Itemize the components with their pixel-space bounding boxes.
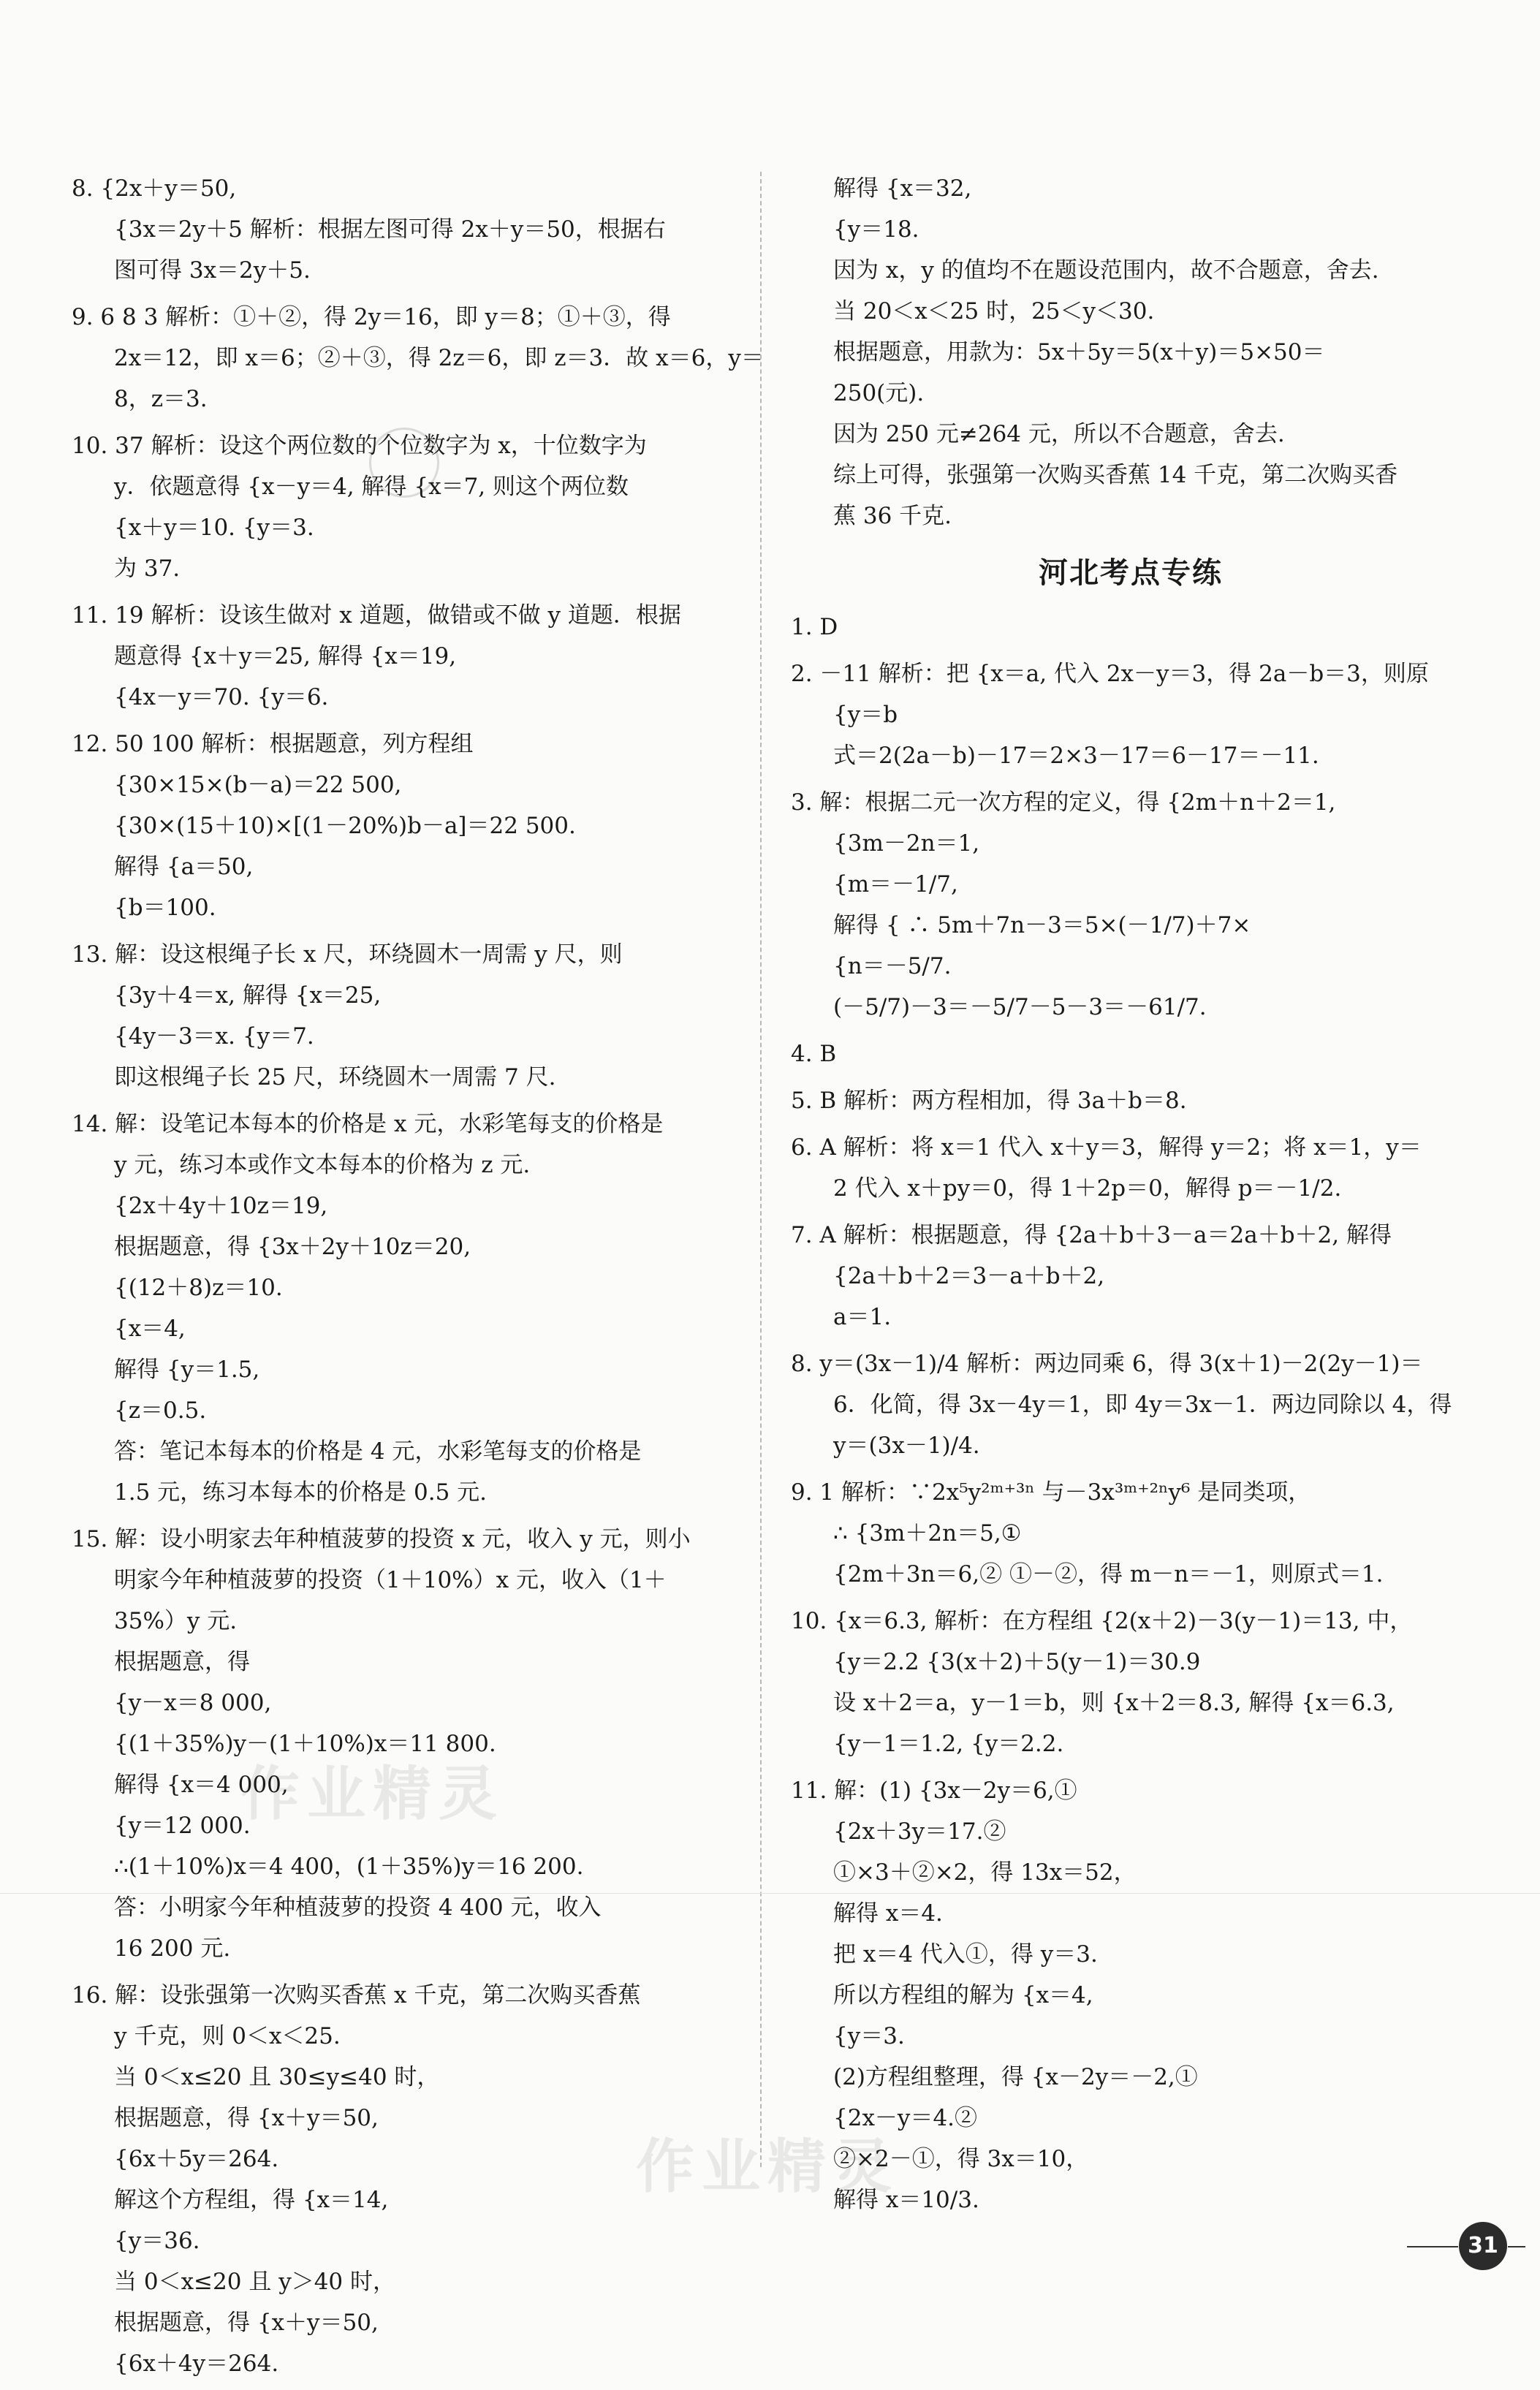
answer-line: 解得 { ∴ 5m＋7n－3＝5×(－1/7)＋7× (833, 912, 1251, 938)
answer-line: 7. A 解析：根据题意，得 {2a＋b＋3－a＝2a＋b＋2, 解得 (791, 1222, 1392, 1248)
answer-line: y＝(3x－1)/4. (833, 1433, 980, 1459)
answer-line: {y－x＝8 000, (114, 1690, 272, 1716)
answer-line: 根据题意，用款为：5x＋5y＝5(x＋y)＝5×50＝ (833, 339, 1325, 365)
answer-line: ∴(1＋10%)x＝4 400，(1＋35%)y＝16 200. (114, 1854, 584, 1880)
answer-line: 根据题意，得 {x＋y＝50, (114, 2105, 379, 2131)
answer-item (791, 1601, 1471, 1764)
answer-line: {y＝3. (833, 2023, 905, 2049)
answer-line: 9. 1 解析：∵2x⁵y²ᵐ⁺³ⁿ 与－3x³ᵐ⁺²ⁿy⁶ 是同类项， (791, 1479, 1311, 1506)
answer-line: 即这根绳子长 25 尺，环绕圆木一周需 7 尺. (114, 1064, 556, 1090)
answer-line: 250(元). (833, 380, 925, 406)
answer-line: 6. A 解析：将 x＝1 代入 x＋y＝3，解得 y＝2；将 x＝1，y＝ (791, 1134, 1422, 1161)
answer-line: 14. 解：设笔记本每本的价格是 x 元，水彩笔每支的价格是 (72, 1111, 664, 1137)
answer-line: {(1＋35%)y－(1＋10%)x＝11 800. (114, 1731, 496, 1757)
answer-item (72, 1104, 744, 1513)
answer-line: 把 x＝4 代入①，得 y＝3. (833, 1941, 1098, 1968)
answer-item (72, 724, 744, 928)
answer-item (791, 1127, 1471, 1209)
answer-line: {m＝－1/7, (833, 871, 958, 898)
answer-line: 题意得 {x＋y＝25, 解得 {x＝19, (114, 643, 457, 669)
answer-line: 当 0＜x≤20 且 y＞40 时， (114, 2269, 396, 2295)
answer-line: {2m＋3n＝6,② ①－②，得 m－n＝－1，则原式＝1. (833, 1561, 1384, 1587)
answer-line: 11. 19 解析：设该生做对 x 道题，做错或不做 y 道题．根据 (72, 602, 681, 629)
answer-line: {6x＋5y＝264. (114, 2146, 279, 2172)
answer-line: 因为 250 元≠264 元，所以不合题意，舍去. (833, 421, 1285, 447)
answer-item (791, 1770, 1471, 2220)
answer-item (72, 1519, 744, 1969)
answer-line: 解得 {a＝50, (114, 854, 254, 880)
answer-line: ①×3＋②×2，得 13x＝52， (833, 1859, 1137, 1886)
answer-item (791, 1033, 1471, 1074)
answer-item (72, 934, 744, 1098)
answer-line: 设 x＋2＝a，y－1＝b，则 {x＋2＝8.3, 解得 {x＝6.3, (833, 1690, 1395, 1716)
answer-line: 解这个方程组，得 {x＝14, (114, 2187, 389, 2213)
answer-line: y 千克，则 0＜x＜25. (114, 2023, 341, 2049)
section-heading: 河北考点专练 (1039, 556, 1223, 590)
answer-line: 1. D (791, 614, 838, 640)
answer-line: {z＝0.5. (114, 1397, 207, 1424)
right-column (791, 168, 1471, 2226)
answer-line: 5. B 解析：两方程相加，得 3a＋b＝8. (791, 1088, 1187, 1114)
answer-item (791, 1215, 1471, 1338)
answer-line: 答：小明家今年种植菠萝的投资 4 400 元，收入 (114, 1894, 602, 1921)
answer-line: {30×15×(b－a)＝22 500, (114, 772, 402, 798)
answer-item (72, 168, 744, 291)
answer-line: {n＝－5/7. (833, 953, 952, 979)
answer-line: {2x＋4y＋10z＝19, (114, 1193, 328, 1219)
continued-solution (791, 168, 1471, 536)
answer-line: {2x＋3y＝17.② (833, 1818, 1006, 1845)
answer-line: 当 0＜x≤20 且 30≤y≤40 时， (114, 2064, 440, 2090)
answer-line: 解得 x＝4. (833, 1900, 943, 1927)
answer-line: {x＋y＝10. {y＝3. (114, 515, 314, 541)
answer-line: {x＝4, (114, 1316, 186, 1342)
answer-line: 16. 解：设张强第一次购买香蕉 x 千克，第二次购买香蕉 (72, 1982, 641, 2008)
answer-line: {3y＋4＝x, 解得 {x＝25, (114, 982, 382, 1009)
answer-line: {y－1＝1.2, {y＝2.2. (833, 1731, 1064, 1757)
watermark-text: 作业精灵 (636, 2133, 899, 2201)
answer-line: y 元，练习本或作文本每本的价格为 z 元. (114, 1152, 531, 1178)
answer-line: 10. 37 解析：设这个两位数的个位数字为 x，十位数字为 (72, 433, 647, 459)
answer-line: {6x＋4y＝264. (114, 2351, 279, 2377)
answer-item (791, 653, 1471, 776)
answer-line: 12. 50 100 解析：根据题意，列方程组 (72, 731, 474, 757)
answer-line: 综上可得，张强第一次购买香蕉 14 千克，第二次购买香 (833, 462, 1398, 488)
answer-line: 2 代入 x＋py＝0，得 1＋2p＝0，解得 p＝－1/2. (833, 1175, 1342, 1202)
answer-line: {(12＋8)z＝10. (114, 1275, 283, 1301)
answer-item (791, 1080, 1471, 1121)
answer-list (791, 607, 1471, 2220)
answer-line: 10. {x＝6.3, 解析：在方程组 {2(x＋2)－3(y－1)＝13, 中， (791, 1608, 1413, 1634)
page-number-rule (1508, 2246, 1525, 2247)
answer-line: ②×2－①，得 3x＝10， (833, 2146, 1089, 2172)
answer-line: 8. y＝(3x－1)/4 解析：两边同乘 6，得 3(x＋1)－2(2y－1)＝ (791, 1351, 1423, 1377)
answer-line: 3. 解：根据二元一次方程的定义，得 {2m＋n＋2＝1, (791, 789, 1336, 816)
answer-line: (2)方程组整理，得 {x－2y＝－2,① (833, 2064, 1198, 2090)
answer-line: 蕉 36 千克. (833, 503, 952, 529)
answer-line: 1.5 元，练习本每本的价格是 0.5 元. (114, 1479, 488, 1506)
answer-line: 当 20＜x＜25 时，25＜y＜30. (833, 298, 1155, 325)
answer-line: {3x＝2y＋5 解析：根据左图可得 2x＋y＝50，根据右 (114, 216, 666, 243)
answer-line: 明家今年种植菠萝的投资（1＋10%）x 元，收入（1＋ (114, 1567, 667, 1593)
answer-line: 所以方程组的解为 {x＝4, (833, 1982, 1093, 2008)
answer-line: 8. {2x＋y＝50, (72, 175, 237, 202)
answer-line: {b＝100. (114, 895, 216, 921)
answer-line: {4y－3＝x. {y＝7. (114, 1023, 314, 1050)
answer-line: {2a＋b＋2＝3－a＋b＋2, (833, 1263, 1105, 1289)
answer-line: (－5/7)－3＝－5/7－5－3＝－61/7. (833, 994, 1207, 1020)
answer-item (791, 782, 1471, 1028)
answer-line: {y＝2.2 {3(x＋2)＋5(y－1)＝30.9 (833, 1649, 1201, 1675)
answer-line: {4x－y＝70. {y＝6. (114, 684, 329, 710)
answer-line: {2x－y＝4.② (833, 2105, 978, 2131)
answer-line: 根据题意，得 {3x＋2y＋10z＝20, (114, 1234, 471, 1260)
answer-item (791, 1343, 1471, 1466)
answer-line: {y＝18. (833, 216, 919, 243)
answer-line: {30×(15＋10)×[(1－20%)b－a]＝22 500. (114, 813, 576, 839)
watermark-text: 作业精灵 (241, 1760, 504, 1828)
answer-item (72, 1975, 744, 2384)
answer-line: 2. －11 解析：把 {x＝a, 代入 2x－y＝3，得 2a－b＝3，则原 (791, 661, 1429, 687)
answer-line: {3m－2n＝1, (833, 830, 980, 857)
answer-line: 6．化简，得 3x－4y＝1，即 4y＝3x－1．两边同除以 4，得 (833, 1392, 1452, 1418)
answer-line: 8，z＝3. (114, 386, 208, 412)
answer-line: 解得 {x＝4 000, (114, 1772, 289, 1798)
answer-line: {y＝36. (114, 2228, 200, 2254)
answer-item (72, 595, 744, 718)
left-column (72, 168, 764, 2390)
answer-line: 2x＝12，即 x＝6；②＋③，得 2z＝6，即 z＝3．故 x＝6，y＝ (114, 345, 764, 371)
answer-line: 式＝2(2a－b)－17＝2×3－17＝6－17＝－11. (833, 743, 1319, 769)
answer-line: 15. 解：设小明家去年种植菠萝的投资 x 元，收入 y 元，则小 (72, 1526, 691, 1552)
answer-item (72, 297, 764, 420)
answer-line: 答：笔记本每本的价格是 4 元，水彩笔每支的价格是 (114, 1438, 642, 1465)
answer-line: y．依题意得 {x－y＝4, 解得 {x＝7, 则这个两位数 (114, 474, 629, 500)
answer-line: 35%）y 元. (114, 1608, 238, 1634)
answer-item (72, 425, 744, 589)
answer-line: 16 200 元. (114, 1935, 231, 1962)
answer-item (791, 1472, 1471, 1595)
column-divider (760, 172, 762, 2167)
page-number-rule (1407, 2246, 1458, 2247)
answer-item (791, 607, 1471, 648)
answer-line: 13. 解：设这根绳子长 x 尺，环绕圆木一周需 y 尺，则 (72, 941, 623, 968)
answer-line: 解得 x＝10/3. (833, 2187, 979, 2213)
answer-line: 图可得 3x＝2y＋5. (114, 257, 311, 284)
answer-line: {y＝12 000. (114, 1813, 251, 1839)
answer-line: 解得 {y＝1.5, (114, 1357, 260, 1383)
answer-line: 为 37. (114, 555, 181, 582)
answer-line: ∴ {3m＋2n＝5,① (833, 1520, 1022, 1547)
answer-line: 因为 x，y 的值均不在题设范围内，故不合题意，舍去. (833, 257, 1379, 284)
answer-line: {y＝b (833, 702, 898, 728)
answer-line: 4. B (791, 1041, 837, 1067)
answer-line: 解得 {x＝32, (833, 175, 972, 202)
answer-line: 11. 解：(1) {3x－2y＝6,① (791, 1778, 1077, 1804)
answer-line: a＝1. (833, 1304, 892, 1330)
answer-line: 9. 6 8 3 解析：①＋②，得 2y＝16，即 y＝8；①＋③，得 (72, 304, 671, 330)
answer-line: 根据题意，得 (114, 1649, 250, 1675)
page-number: 31 (1459, 2222, 1507, 2270)
answer-line: 根据题意，得 {x＋y＝50, (114, 2310, 379, 2336)
